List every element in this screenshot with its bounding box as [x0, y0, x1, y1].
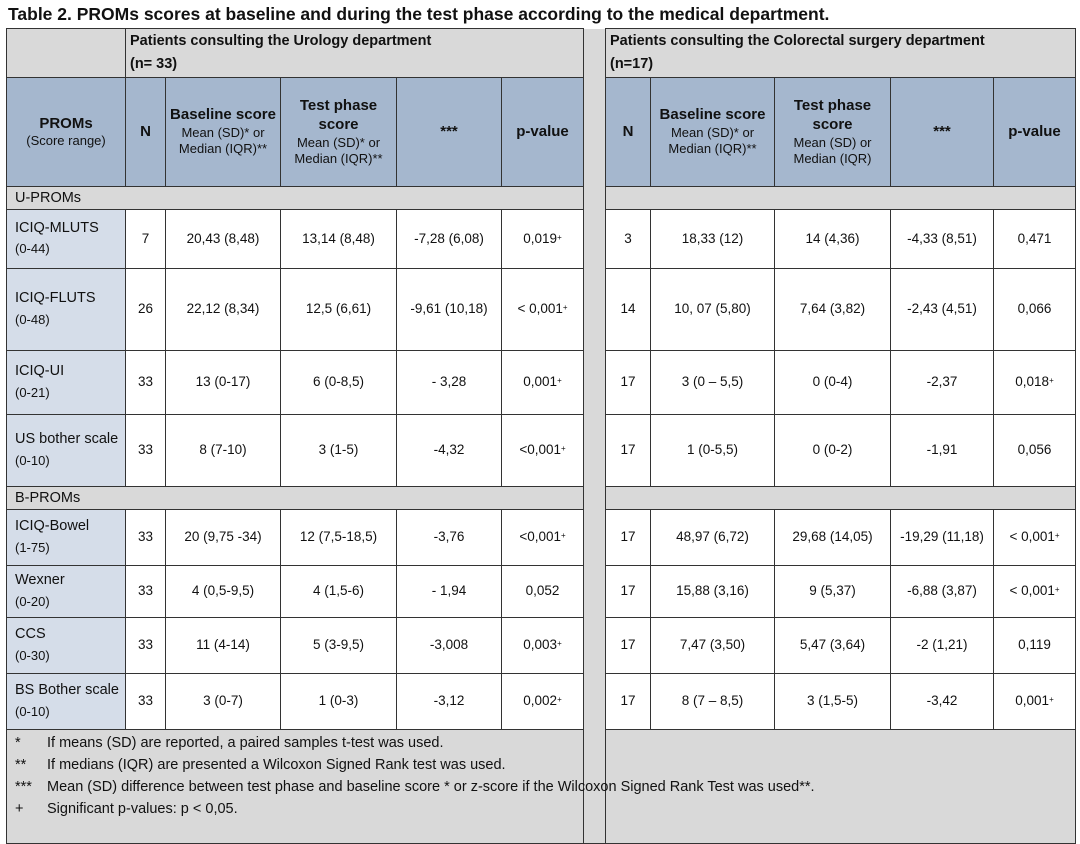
urology-test-cell: [281, 674, 397, 730]
urology-p-cell: [502, 269, 584, 351]
table-title: Table 2. PROMs scores at baseline and during the test phase according to the medical department.: [8, 4, 830, 24]
colorectal-baseline-cell: [651, 566, 775, 618]
colorectal-baseline-cell: [651, 415, 775, 487]
colorectal-p-value: < 0,001: [1009, 529, 1055, 545]
colorectal-diff-cell: [891, 510, 994, 566]
proms-header-label: PROMs: [39, 114, 93, 132]
row-label-cell: [7, 674, 126, 730]
colorectal-diff-cell: [891, 618, 994, 674]
section-blank: [606, 487, 1076, 510]
footnote-text: If means (SD) are reported, a paired samples t-test was used.: [47, 735, 444, 751]
urology-baseline-cell: [166, 566, 281, 618]
colorectal-diff-header-label: ***: [933, 122, 951, 140]
urology-diff-cell: [397, 415, 502, 487]
urology-n-cell: [126, 269, 166, 351]
colorectal-diff-cell: [891, 674, 994, 730]
urology-test-cell: [281, 510, 397, 566]
footnotes-cell: [7, 730, 1076, 844]
urology-p-cell: [502, 415, 584, 487]
prom-range: (0-10): [15, 452, 50, 468]
colorectal-n-cell: [606, 674, 651, 730]
colorectal-p-cell: [994, 618, 1076, 674]
colorectal-baseline-value: 3 (0 – 5,5): [681, 374, 744, 390]
section-label: B-PROMs: [7, 487, 584, 510]
colorectal-diff-value: -4,33 (8,51): [907, 230, 977, 246]
urology-baseline-sub: Mean (SD)* or Median (IQR)**: [178, 125, 268, 157]
colorectal-pvalue-header: [994, 78, 1076, 187]
score-range-header-label: (Score range): [26, 133, 106, 149]
urology-n-cell: [126, 618, 166, 674]
urology-p-value: 0,002: [523, 693, 558, 709]
footnote-symbol: **: [15, 757, 27, 773]
row-label-cell: [7, 415, 126, 487]
urology-test-sub: Mean (SD)* or Median (IQR)**: [294, 134, 383, 166]
urology-diff-cell: [397, 351, 502, 415]
colorectal-baseline-value: 15,88 (3,16): [676, 583, 749, 599]
colorectal-test-cell: [775, 210, 891, 269]
footnote-row: [7, 730, 1076, 844]
urology-test-title: Test phase score: [299, 97, 378, 133]
footnote-symbol: ***: [15, 779, 32, 795]
section-row: [7, 187, 1076, 210]
urology-baseline-value: 11 (4-14): [196, 637, 250, 653]
urology-baseline-value: 3 (0-7): [203, 693, 243, 709]
colorectal-p-value: 0,001: [1015, 693, 1050, 709]
colorectal-group-header: [606, 29, 1076, 78]
table-row: [7, 618, 1076, 674]
colorectal-diff-value: -2,37: [926, 374, 958, 390]
colorectal-p-value: 0,018: [1015, 374, 1050, 390]
colorectal-diff-value: -2,43 (4,51): [907, 301, 977, 317]
colorectal-baseline-title: Baseline score: [659, 106, 766, 124]
row-label-cell: [7, 510, 126, 566]
colorectal-baseline-value: 18,33 (12): [681, 230, 744, 246]
colorectal-baseline-value: 7,47 (3,50): [679, 637, 746, 653]
colorectal-p-value: < 0,001: [1009, 583, 1055, 599]
colorectal-baseline-cell: [651, 618, 775, 674]
urology-test-value: 4 (1,5-6): [312, 583, 365, 599]
colorectal-diff-cell: [891, 210, 994, 269]
urology-test-cell: [281, 566, 397, 618]
colorectal-n-value: 17: [620, 529, 636, 545]
colorectal-baseline-value: 8 (7 – 8,5): [681, 693, 744, 709]
colorectal-n-value: 17: [620, 442, 636, 458]
row-label-cell: [7, 351, 126, 415]
colorectal-pvalue-header-label: p-value: [1008, 122, 1061, 140]
urology-n-cell: [126, 351, 166, 415]
urology-test-cell: [281, 269, 397, 351]
prom-range: (0-30): [15, 647, 50, 663]
urology-n-value: 33: [137, 583, 154, 599]
colorectal-n-value: 17: [620, 637, 636, 653]
table-row: [7, 210, 1076, 269]
significance-marker: +: [557, 232, 562, 242]
colorectal-test-cell: [775, 566, 891, 618]
urology-diff-value: -4,32: [433, 442, 465, 458]
prom-name: CCS: [15, 626, 46, 643]
colorectal-test-value: 5,47 (3,64): [799, 637, 866, 653]
urology-pvalue-header: [502, 78, 584, 187]
colorectal-p-value: 0,471: [1017, 230, 1052, 246]
colorectal-group-count: (n=17): [610, 56, 654, 72]
colorectal-group-title: Patients consulting the Colorectal surgery department: [610, 33, 985, 49]
urology-diff-cell: [397, 618, 502, 674]
urology-p-value: <0,001: [519, 442, 561, 458]
colorectal-n-cell: [606, 210, 651, 269]
colorectal-test-cell: [775, 618, 891, 674]
prom-name: ICIQ-Bowel: [15, 518, 90, 535]
urology-baseline-cell: [166, 415, 281, 487]
footnote-text: If medians (IQR) are presented a Wilcoxon Signed Rank test was used.: [47, 757, 506, 773]
colorectal-test-sub: Mean (SD) or Median (IQR): [793, 134, 872, 166]
prom-name: US bother scale: [15, 431, 119, 448]
prom-range: (0-48): [15, 311, 50, 327]
colorectal-baseline-cell: [651, 269, 775, 351]
urology-group-count: (n= 33): [130, 56, 178, 72]
urology-baseline-cell: [166, 210, 281, 269]
table-row: [7, 674, 1076, 730]
prom-range: (0-20): [15, 593, 50, 609]
table-row: [7, 351, 1076, 415]
urology-baseline-value: 8 (7-10): [199, 442, 247, 458]
urology-baseline-value: 20,43 (8,48): [186, 230, 260, 246]
corner-cell: [7, 29, 126, 78]
colorectal-baseline-sub: Mean (SD)* or Median (IQR)**: [668, 125, 757, 157]
urology-baseline-value: 4 (0,5-9,5): [191, 583, 255, 599]
colorectal-p-cell: [994, 351, 1076, 415]
colorectal-n-value: 17: [620, 374, 636, 390]
urology-test-value: 5 (3-9,5): [312, 637, 365, 653]
urology-diff-value: -3,76: [433, 529, 465, 545]
significance-marker: +: [1054, 585, 1060, 595]
colorectal-diff-value: -2 (1,21): [916, 637, 968, 653]
urology-test-cell: [281, 351, 397, 415]
urology-diff-cell: [397, 269, 502, 351]
urology-n-value: 33: [137, 374, 154, 390]
urology-n-cell: [126, 674, 166, 730]
significance-marker: +: [1049, 695, 1054, 705]
footnote: [15, 776, 1067, 798]
urology-test-value: 12 (7,5-18,5): [299, 529, 378, 545]
colorectal-test-cell: [775, 351, 891, 415]
colorectal-test-cell: [775, 674, 891, 730]
colorectal-diff-cell: [891, 415, 994, 487]
urology-diff-cell: [397, 510, 502, 566]
urology-p-value: < 0,001: [517, 301, 563, 317]
urology-test-value: 13,14 (8,48): [302, 230, 375, 246]
colorectal-n-cell: [606, 269, 651, 351]
prom-name: ICIQ-FLUTS: [15, 290, 96, 307]
urology-test-value: 6 (0-8,5): [312, 374, 365, 390]
urology-diff-value: -7,28 (6,08): [414, 230, 484, 246]
prom-range: (1-75): [15, 539, 50, 555]
urology-test-value: 1 (0-3): [318, 693, 359, 709]
colorectal-test-cell: [775, 269, 891, 351]
urology-p-cell: [502, 618, 584, 674]
colorectal-test-value: 0 (0-4): [812, 374, 853, 390]
footnote: [15, 754, 1067, 776]
urology-n-value: 7: [141, 230, 150, 246]
urology-n-cell: [126, 210, 166, 269]
urology-n-value: 33: [137, 529, 154, 545]
urology-p-value: 0,019: [523, 230, 558, 246]
urology-pvalue-header-label: p-value: [516, 122, 569, 140]
significance-marker: +: [562, 303, 568, 313]
prom-name: Wexner: [15, 572, 65, 589]
urology-n-header: [126, 78, 166, 187]
colorectal-diff-value: -1,91: [926, 442, 958, 458]
urology-test-cell: [281, 618, 397, 674]
colorectal-test-value: 7,64 (3,82): [799, 301, 866, 317]
colorectal-test-value: 0 (0-2): [812, 442, 853, 458]
urology-test-cell: [281, 210, 397, 269]
colorectal-diff-cell: [891, 269, 994, 351]
colorectal-n-value: 17: [620, 583, 636, 599]
proms-table: [6, 28, 1076, 844]
footnote-text: Mean (SD) difference between test phase and baseline score * or z-score if the Wilcoxon Signed Rank Test was used**.: [47, 779, 815, 795]
urology-diff-value: - 3,28: [431, 374, 467, 390]
colorectal-baseline-cell: [651, 351, 775, 415]
significance-marker: +: [557, 639, 562, 649]
table-row: [7, 415, 1076, 487]
significance-marker: +: [1049, 376, 1054, 386]
colorectal-p-cell: [994, 210, 1076, 269]
urology-n-value: 33: [137, 637, 154, 653]
urology-baseline-cell: [166, 618, 281, 674]
urology-p-value: 0,052: [525, 583, 560, 599]
urology-test-value: 3 (1-5): [318, 442, 359, 458]
row-label-cell: [7, 566, 126, 618]
colorectal-p-cell: [994, 415, 1076, 487]
urology-p-cell: [502, 510, 584, 566]
row-label-cell: [7, 618, 126, 674]
urology-baseline-header: [166, 78, 281, 187]
footnote-symbol: +: [15, 801, 24, 817]
colorectal-test-value: 29,68 (14,05): [792, 529, 873, 545]
urology-p-cell: [502, 351, 584, 415]
urology-baseline-value: 20 (9,75 -34): [184, 529, 262, 545]
significance-marker: +: [557, 376, 562, 386]
urology-n-cell: [126, 510, 166, 566]
urology-diff-cell: [397, 210, 502, 269]
colorectal-n-cell: [606, 618, 651, 674]
urology-n-value: 26: [137, 301, 154, 317]
footnote: [15, 732, 1067, 754]
urology-diff-cell: [397, 566, 502, 618]
urology-diff-value: - 1,94: [431, 583, 467, 599]
colorectal-n-value: 17: [620, 693, 636, 709]
footnote-text: Significant p-values: p < 0,05.: [47, 801, 238, 817]
urology-p-value: <0,001: [519, 529, 561, 545]
significance-marker: +: [1054, 531, 1060, 541]
colorectal-n-cell: [606, 566, 651, 618]
colorectal-n-cell: [606, 510, 651, 566]
section-blank: [606, 187, 1076, 210]
colorectal-p-cell: [994, 510, 1076, 566]
urology-test-value: 12,5 (6,61): [305, 301, 372, 317]
urology-baseline-cell: [166, 674, 281, 730]
colorectal-diff-cell: [891, 566, 994, 618]
urology-p-value: 0,003: [523, 637, 558, 653]
colorectal-diff-value: -6,88 (3,87): [907, 583, 977, 599]
column-gap: [584, 29, 606, 844]
urology-p-value: 0,001: [523, 374, 558, 390]
urology-n-value: 33: [137, 693, 154, 709]
proms-header: [7, 78, 126, 187]
colorectal-p-cell: [994, 269, 1076, 351]
urology-test-cell: [281, 415, 397, 487]
colorectal-baseline-cell: [651, 510, 775, 566]
urology-p-cell: [502, 566, 584, 618]
colorectal-baseline-value: 48,97 (6,72): [676, 529, 749, 545]
significance-marker: +: [561, 531, 566, 541]
colorectal-p-cell: [994, 566, 1076, 618]
urology-diff-header: [397, 78, 502, 187]
section-row: [7, 487, 1076, 510]
colorectal-n-value: 3: [624, 230, 632, 246]
table-row: [7, 510, 1076, 566]
urology-p-cell: [502, 674, 584, 730]
urology-n-cell: [126, 566, 166, 618]
prom-name: BS Bother scale: [15, 682, 119, 699]
colorectal-n-header-label: N: [622, 122, 634, 140]
colorectal-p-value: 0,056: [1017, 442, 1052, 458]
prom-name: ICIQ-MLUTS: [15, 219, 99, 236]
colorectal-p-value: 0,119: [1018, 637, 1051, 653]
urology-p-cell: [502, 210, 584, 269]
colorectal-test-cell: [775, 415, 891, 487]
row-label-cell: [7, 269, 126, 351]
urology-baseline-cell: [166, 269, 281, 351]
colorectal-test-value: 9 (5,37): [809, 583, 856, 599]
colorectal-p-value: 0,066: [1017, 301, 1052, 317]
urology-diff-value: -9,61 (10,18): [410, 301, 488, 317]
prom-range: (0-10): [15, 703, 50, 719]
table-row: [7, 269, 1076, 351]
colorectal-diff-value: -3,42: [926, 693, 958, 709]
colorectal-baseline-value: 1 (0-5,5): [686, 442, 739, 458]
colorectal-diff-value: -19,29 (11,18): [900, 529, 984, 545]
colorectal-test-cell: [775, 510, 891, 566]
urology-n-value: 33: [137, 442, 154, 458]
significance-marker: +: [557, 695, 562, 705]
prom-range: (0-44): [15, 241, 50, 256]
significance-marker: +: [561, 444, 566, 454]
urology-n-header-label: N: [140, 122, 151, 140]
colorectal-test-value: 3 (1,5-5): [806, 693, 859, 709]
urology-diff-header-label: ***: [440, 122, 458, 140]
colorectal-n-cell: [606, 351, 651, 415]
urology-baseline-value: 22,12 (8,34): [186, 301, 260, 317]
colorectal-baseline-header: [651, 78, 775, 187]
urology-baseline-title: Baseline score: [170, 106, 276, 124]
colorectal-test-header: [775, 78, 891, 187]
urology-n-cell: [126, 415, 166, 487]
urology-diff-value: -3,12: [433, 693, 465, 709]
urology-group-header: [126, 29, 584, 78]
row-label-cell: [7, 210, 126, 269]
urology-diff-cell: [397, 674, 502, 730]
colorectal-test-title: Test phase score: [793, 97, 872, 133]
urology-baseline-cell: [166, 351, 281, 415]
colorectal-baseline-cell: [651, 674, 775, 730]
urology-group-title: Patients consulting the Urology department: [130, 33, 432, 49]
urology-diff-value: -3,008: [429, 637, 469, 653]
colorectal-diff-header: [891, 78, 994, 187]
colorectal-diff-cell: [891, 351, 994, 415]
colorectal-p-cell: [994, 674, 1076, 730]
colorectal-test-value: 14 (4,36): [805, 230, 860, 246]
colorectal-baseline-cell: [651, 210, 775, 269]
urology-baseline-cell: [166, 510, 281, 566]
section-label: U-PROMs: [7, 187, 584, 210]
urology-test-header: [281, 78, 397, 187]
colorectal-n-cell: [606, 415, 651, 487]
urology-baseline-value: 13 (0-17): [195, 374, 251, 390]
colorectal-baseline-value: 10, 07 (5,80): [674, 301, 751, 317]
colorectal-n-header: [606, 78, 651, 187]
footnote-symbol: *: [15, 735, 21, 751]
prom-name: ICIQ-UI: [15, 363, 65, 380]
prom-range: (0-21): [15, 384, 50, 400]
table-row: [7, 566, 1076, 618]
footnote: [15, 798, 1067, 820]
colorectal-n-value: 14: [620, 301, 636, 317]
